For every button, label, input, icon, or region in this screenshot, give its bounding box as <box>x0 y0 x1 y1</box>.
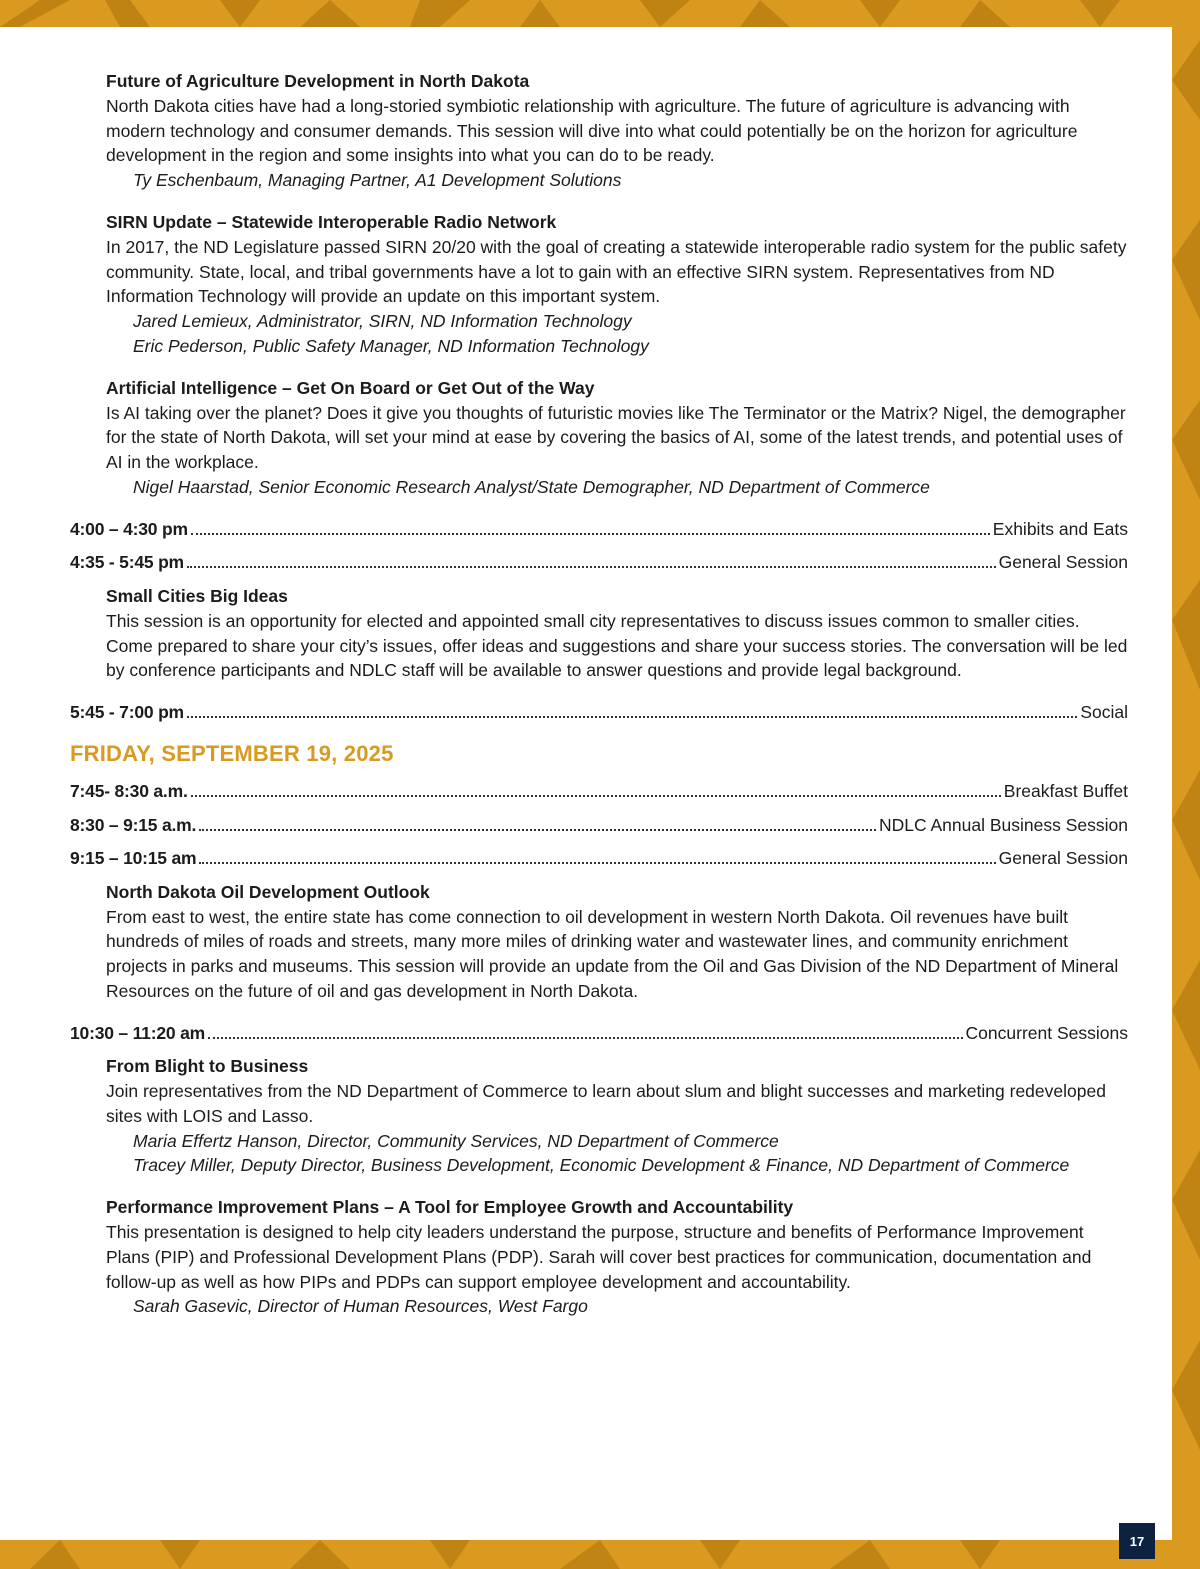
session-small-cities <box>106 584 1128 683</box>
session-speaker: Maria Effertz Hanson, Director, Community Services, ND Department of Commerce <box>133 1130 779 1151</box>
day-heading: FRIDAY, SEPTEMBER 19, 2025 <box>70 741 394 767</box>
session-speaker: Sarah Gasevic, Director of Human Resources, West Fargo <box>133 1296 588 1317</box>
session-title: Small Cities Big Ideas <box>106 585 288 606</box>
dot-leader <box>187 566 996 568</box>
session-speaker: Jared Lemieux, Administrator, SIRN, ND Information Technology <box>133 311 632 332</box>
dot-leader <box>199 829 876 831</box>
schedule-time: 4:35 - 5:45 pm <box>70 552 184 573</box>
schedule-event: General Session <box>998 848 1128 869</box>
schedule-row <box>70 517 1128 541</box>
session-speaker: Nigel Haarstad, Senior Economic Research Analyst/State Demographer, ND Department of Commerce <box>133 476 930 497</box>
session-description: This presentation is designed to help city leaders understand the purpose, structure and benefits of Performance Improvement Plans (PIP) and Professional Development Plans (PDP). Sarah will cover best practices for communication, documentation and follow-up as well as how PIPs and PDPs can support employee development and accountability. <box>106 1222 1092 1292</box>
session-description: Is AI taking over the planet? Does it give you thoughts of futuristic movies like The Terminator or the Matrix? Nigel, the demographer for the state of North Dakota, will set your mind at ease by covering the basics of AI, some of the latest trends, and potential uses of AI in the workplace. <box>106 402 1126 473</box>
session-description: North Dakota cities have had a long-storied symbiotic relationship with agriculture. The future of agriculture is advancing with modern technology and consumer demands. This session will dive into what could potentially be on the horizon for agriculture development in the region and some insights into what you can do to be ready. <box>106 95 1078 166</box>
schedule-time: 9:15 – 10:15 am <box>70 848 197 869</box>
session-ai <box>106 376 1128 500</box>
schedule-row <box>70 779 1128 803</box>
dot-leader <box>191 795 1001 797</box>
session-title: North Dakota Oil Development Outlook <box>106 881 430 902</box>
session-description: Join representatives from the ND Department of Commerce to learn about slum and blight successes and marketing redeveloped sites with LOIS and Lasso. <box>106 1081 1106 1126</box>
session-agriculture <box>106 69 1128 193</box>
schedule-row <box>70 1021 1128 1045</box>
page-number: 17 <box>1119 1523 1155 1559</box>
schedule-time: 10:30 – 11:20 am <box>70 1022 205 1043</box>
schedule-row <box>70 700 1128 724</box>
dot-leader <box>191 533 990 535</box>
session-sirn <box>106 210 1128 359</box>
session-title: Artificial Intelligence – Get On Board or Get Out of the Way <box>106 377 595 398</box>
schedule-event: Exhibits and Eats <box>992 518 1128 539</box>
session-speaker: Tracey Miller, Deputy Director, Business Development, Economic Development & Finance, ND Department of Commerce <box>133 1155 1070 1176</box>
session-blight <box>106 1054 1128 1178</box>
dot-leader <box>187 716 1077 718</box>
session-title: Future of Agriculture Development in North Dakota <box>106 71 530 91</box>
dot-leader <box>199 862 995 864</box>
schedule-row <box>70 846 1128 870</box>
schedule-time: 4:00 – 4:30 pm <box>70 518 188 539</box>
session-speaker: Ty Eschenbaum, Managing Partner, A1 Development Solutions <box>133 170 622 191</box>
page-sheet <box>0 27 1172 1540</box>
session-oil <box>106 880 1128 1004</box>
session-title: Performance Improvement Plans – A Tool for Employee Growth and Accountability <box>106 1197 794 1218</box>
session-speaker: Eric Pederson, Public Safety Manager, ND Information Technology <box>133 335 649 356</box>
schedule-row <box>70 813 1128 837</box>
session-title: From Blight to Business <box>106 1056 309 1077</box>
schedule-time: 5:45 - 7:00 pm <box>70 702 184 723</box>
schedule-event: NDLC Annual Business Session <box>878 814 1128 835</box>
session-description: This session is an opportunity for elected and appointed small city representatives to discuss issues common to smaller cities. Come prepared to share your city’s issues, offer ideas and suggestions and share your success stories. The conversation will be led by conference participants and NDLC staff will be available to answer questions and provide legal background. <box>106 610 1128 681</box>
schedule-event: Social <box>1080 702 1128 723</box>
schedule-event: General Session <box>998 552 1128 573</box>
schedule-row <box>70 550 1128 574</box>
schedule-time: 7:45- 8:30 a.m. <box>70 780 188 801</box>
schedule-event: Concurrent Sessions <box>965 1022 1128 1043</box>
session-pip <box>106 1195 1128 1319</box>
session-description: From east to west, the entire state has come connection to oil development in western North Dakota. Oil revenues have built hundreds of miles of roads and streets, many more miles of drinking water and wastewater lines, and community enrichment projects in parks and museums. This session will provide an update from the Oil and Gas Division of the ND Department of Mineral Resources on the future of oil and gas development in North Dakota. <box>106 906 1119 1001</box>
schedule-time: 8:30 – 9:15 a.m. <box>70 814 197 835</box>
schedule-event: Breakfast Buffet <box>1003 780 1128 801</box>
session-title: SIRN Update – Statewide Interoperable Radio Network <box>106 211 557 232</box>
session-description: In 2017, the ND Legislature passed SIRN 20/20 with the goal of creating a statewide interoperable radio system for the public safety community. State, local, and tribal governments have a lot to gain with an effective SIRN system. Representatives from ND Information Technology will provide an update on this important system. <box>106 236 1127 307</box>
dot-leader <box>208 1037 963 1039</box>
agenda-content <box>70 69 1128 1336</box>
